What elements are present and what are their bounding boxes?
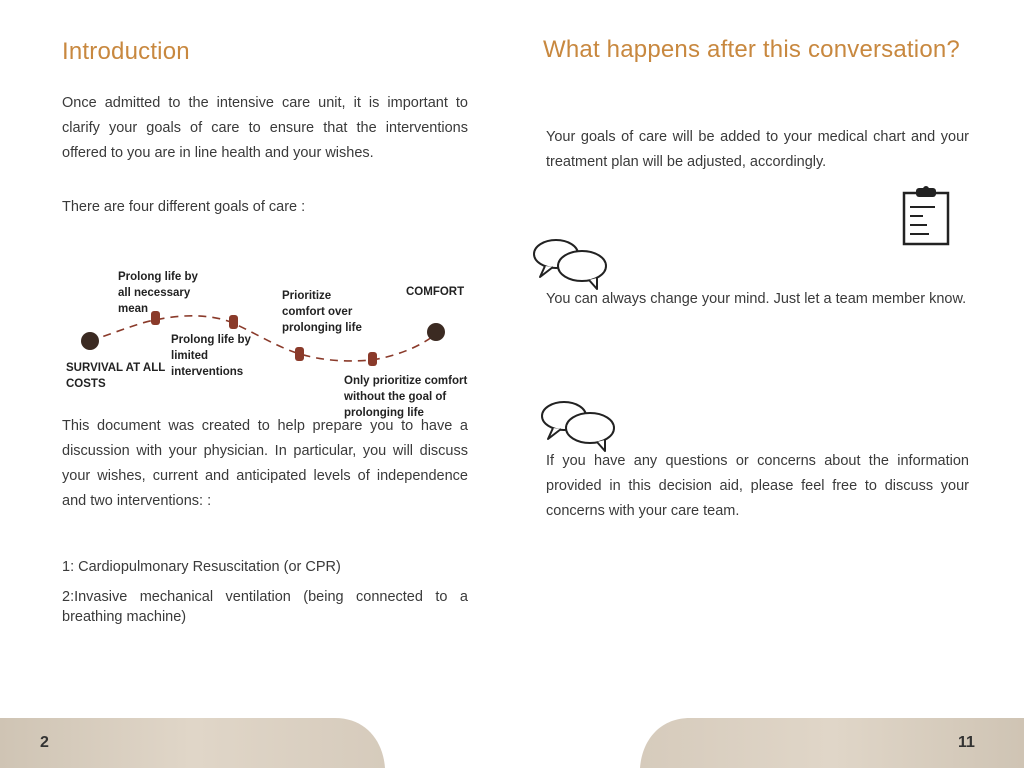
goals-curve-line bbox=[90, 316, 437, 361]
after-conversation-heading: What happens after this conversation? bbox=[543, 36, 960, 63]
goals-of-care-diagram bbox=[62, 262, 472, 424]
prioritize-comfort-label: Prioritize comfort over prolonging life bbox=[282, 290, 362, 334]
prioritize-comfort-marker bbox=[295, 347, 304, 361]
comfort-marker bbox=[427, 323, 445, 341]
prolong-limited-label: Prolong life by limited interventions bbox=[171, 334, 251, 378]
survival-marker bbox=[81, 332, 99, 350]
item-ventilation: 2:Invasive mechanical ventilation (being connected to a breathing machine) bbox=[62, 589, 468, 625]
chart-paragraph: Your goals of care will be added to your medical chart and your treatment plan will be adjusted, accordingly. bbox=[546, 129, 969, 170]
introduction-heading: Introduction bbox=[62, 38, 190, 65]
comfort-label: COMFORT bbox=[406, 286, 465, 298]
survival-label: SURVIVAL AT ALL COSTS bbox=[66, 362, 166, 390]
right-page-number: 11 bbox=[958, 734, 975, 751]
left-page-number: 2 bbox=[40, 734, 49, 751]
prolong-limited-marker bbox=[229, 315, 238, 329]
clipboard-icon bbox=[901, 185, 951, 252]
item-cpr: 1: Cardiopulmonary Resuscitation (or CPR) bbox=[62, 559, 341, 575]
prolong-all-label: Prolong life by all necessary mean bbox=[118, 271, 198, 315]
change-mind-paragraph: You can always change your mind. Just let a team member know. bbox=[546, 291, 967, 307]
only-comfort-marker bbox=[368, 352, 377, 366]
only-comfort-label: Only prioritize comfort without the goal of prolonging life bbox=[344, 375, 468, 419]
goals-intro: There are four different goals of care : bbox=[62, 199, 306, 215]
intro-paragraph: Once admitted to the intensive care unit, it is important to clarify your goals of care to ensure that the interventions offered to you are in line health and your wishes. bbox=[62, 95, 468, 161]
left-footer-banner bbox=[0, 718, 385, 768]
questions-paragraph: If you have any questions or concerns about the information provided in this decision aid, please feel free to discuss your concerns with your care team. bbox=[546, 453, 969, 519]
document-paragraph: This document was created to help prepare you to have a discussion with your physician. In particular, you will discuss your wishes, current and anticipated levels of independence and two interventions: : bbox=[62, 418, 468, 509]
right-page bbox=[512, 0, 1024, 768]
